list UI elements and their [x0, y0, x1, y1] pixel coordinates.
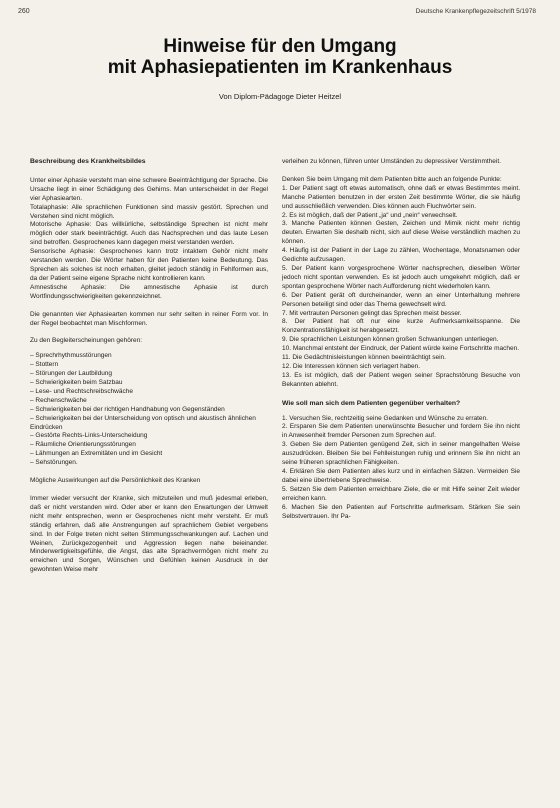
list-item: – Störungen der Lautbildung [30, 370, 268, 379]
numbered-item: 13. Es ist möglich, daß der Patient wegen seiner Sprachstörung Besuche von Bekannten ablehnt. [282, 371, 520, 388]
paragraph: verleihen zu können, führen unter Umständen zu depressiver Verstimmtheit. [282, 158, 501, 165]
page-number: 260 [18, 8, 30, 15]
numbered-item: 5. Der Patient kann vorgesprochene Wörter nachsprechen, dieselben Wörter jedoch nicht spontan verwenden. Es ist jedoch auch umgekehrt möglich, daß er spontan gesprochene Wörter nach Aufforderung nicht wiederholen kann. [282, 264, 520, 290]
paragraph: Immer wieder versucht der Kranke, sich mitzuteilen und muß jedesmal erleben, daß er nicht verstanden wird. Oder aber er kann den Erwartungen der Umwelt nicht mehr entsprechen, wenn er Gesprochenes nicht mehr versteht. Er muß ständig erfahren, daß alle Anstrengungen auf sprachlichem Gebiet vergebens sind. In der Folge treten nicht selten Stimmungsschwankungen auf. Lachen und Weinen, Zurückgezogenheit und Aggression liegen nahe beieinander. Minderwertigkeitsgefühle, die Angst, das alte Sprachvermögen nicht mehr zu erreichen und Sorgen, Wünschen und Gefühlen keinen Ausdruck in der gewohnten Weise mehr [30, 495, 268, 574]
paragraph: Zu den Begleiterscheinungen gehören: [30, 337, 143, 345]
paragraph: Denken Sie beim Umgang mit dem Patienten bitte auch an folgende Punkte: [282, 175, 502, 183]
symptom-list [30, 352, 268, 468]
list-item: – Gestörte Rechts-Links-Unterscheidung [30, 432, 268, 441]
list-item: – Schwierigkeiten bei der richtigen Handhabung von Gegenständen [30, 406, 268, 415]
numbered-item: 4. Erklären Sie dem Patienten alles kurz und in einfachen Sätzen. Vermeiden Sie dabei eine übertriebene Sprechweise. [282, 468, 520, 484]
paragraph: Mögliche Auswirkungen auf die Persönlichkeit des Kranken [30, 477, 201, 485]
paragraph: Amnestische Aphasie: Die amnestische Aphasie ist durch Wortfindungsschwierigkeiten gekennzeichnet. [30, 283, 268, 300]
numbered-item: 1. Der Patient sagt oft etwas automatisch, ohne daß er etwas Bestimmtes meint. Manche Patienten benutzen in der ersten Zeit bestimmte Wörter, die sie häufig und ausschließlich verwenden. Dies können auch Fluchwörter sein. [282, 184, 520, 210]
list-item: – Lähmungen an Extremitäten und im Gesicht [30, 450, 268, 459]
article-title-line1: Hinweise für den Umgang [163, 36, 397, 57]
paragraph: Unter einer Aphasie versteht man eine schwere Beeinträchtigung der Sprache. Die Ursache liegt in einer Schädigung des Gehirns. Man unterscheidet in der Regel vier Aphasiearten. [30, 176, 268, 202]
paragraph: Sensorische Aphasie: Gesprochenes kann trotz intaktem Gehör nicht mehr verstanden werden. Die Wörter haben für den Patienten keine Bedeutung. Das Sprechen als solches ist noch erhalten, gleitet jedoch ständig in Fehlformen aus, da der Patient seine eigene Sprache nicht kontrollieren kann. [30, 248, 268, 282]
list-item: – Stottern [30, 361, 268, 370]
section-heading-description: Beschreibung des Krankheitsbildes [30, 158, 146, 165]
paragraph: Totalaphasie: Alle sprachlichen Funktionen sind massiv gestört. Sprechen und Verstehen sind nicht möglich. [30, 203, 268, 220]
numbered-item: 3. Manche Patienten können Gesten, Zeichen und Mimik nicht mehr richtig deuten. Erwarten Sie deshalb nicht, sich auf diese Weise verständlich machen zu können. [282, 220, 520, 246]
numbered-item: 3. Geben Sie dem Patienten genügend Zeit, sich in seiner mangelhaften Weise auszudrücken. Bleiben Sie bei Fehlleistungen ruhig und erinnern Sie ihn nicht an seine früheren sprachlichen Fähigkeiten. [282, 441, 520, 467]
list-item: – Lese- und Rechtschreibschwäche [30, 388, 268, 397]
journal-header: Deutsche Krankenpflegezeitschrift 5/1978 [415, 8, 536, 15]
list-item: – Schwierigkeiten beim Satzbau [30, 379, 268, 388]
numbered-item: 2. Es ist möglich, daß der Patient „ja“ und „nein“ verwechselt. [282, 211, 458, 219]
list-item: – Sehstörungen. [30, 459, 268, 468]
numbered-item: 8. Der Patient hat oft nur eine kurze Aufmerksamkeitsspanne. Die Konzentrationsfähigkeit ist herabgesetzt. [282, 318, 520, 335]
article-author: Von Diplom-Pädagoge Dieter Heitzel [218, 92, 342, 101]
list-item: – Rechenschwäche [30, 397, 268, 406]
right-column [282, 158, 520, 521]
numbered-item: 6. Machen Sie den Patienten auf Fortschritte aufmerksam. Stärken Sie sein Selbstvertrauen. Ihr Pa- [282, 503, 520, 520]
numbered-item: 11. Die Gedächtnisleistungen können beeinträchtigt sein. [282, 354, 446, 362]
list-item: – Schwierigkeiten bei der Unterscheidung von optisch und akustisch ähnlichen Eindrücken [30, 415, 268, 433]
numbered-item: 10. Manchmal entsteht der Eindruck, der Patient würde keine Fortschritte machen. [282, 345, 520, 353]
section-heading-behavior: Wie soll man sich dem Patienten gegenüber verhalten? [282, 399, 461, 407]
list-item: – Sprechrhythmusstörungen [30, 352, 268, 361]
numbered-item: 6. Der Patient gerät oft durcheinander, wenn an einer Unterhaltung mehrere Personen beteiligt sind oder das Thema gewechselt wird. [282, 291, 520, 308]
paragraph: Die genannten vier Aphasiearten kommen nur sehr selten in reiner Form vor. In der Regel beobachtet man Mischformen. [30, 310, 268, 327]
numbered-item: 9. Die sprachlichen Leistungen können großen Schwankungen unterliegen. [282, 336, 499, 344]
list-item: – Räumliche Orientierungsstörungen [30, 441, 268, 450]
numbered-item: 7. Mit vertrauten Personen gelingt das Sprechen meist besser. [282, 309, 462, 317]
paragraph: Motorische Aphasie: Das willkürliche, selbständige Sprechen ist nicht mehr möglich oder stark beeinträchtigt. Auch das Nachsprechen und das laute Lesen sind betroffen. Gesprochenes kann dagegen meist verstanden werden. [30, 221, 268, 247]
numbered-item: 4. Häufig ist der Patient in der Lage zu zählen, Wochentage, Monatsnamen oder Gedichte aufzusagen. [282, 247, 520, 264]
numbered-item: 5. Setzen Sie dem Patienten erreichbare Ziele, die er mit Hilfe seiner Zeit wieder erreichen kann. [282, 485, 520, 502]
left-column [30, 158, 268, 575]
numbered-item: 1. Versuchen Sie, rechtzeitig seine Gedanken und Wünsche zu erraten. [282, 414, 488, 422]
numbered-item: 2. Ersparen Sie dem Patienten unerwünschte Besucher und fordern Sie ihn nicht in Anwesenheit fremder Personen zum Sprechen auf. [282, 423, 520, 440]
numbered-item: 12. Die Interessen können sich verlagert haben. [282, 362, 421, 370]
article-title-line2: mit Aphasiepatienten im Krankenhaus [107, 57, 453, 78]
